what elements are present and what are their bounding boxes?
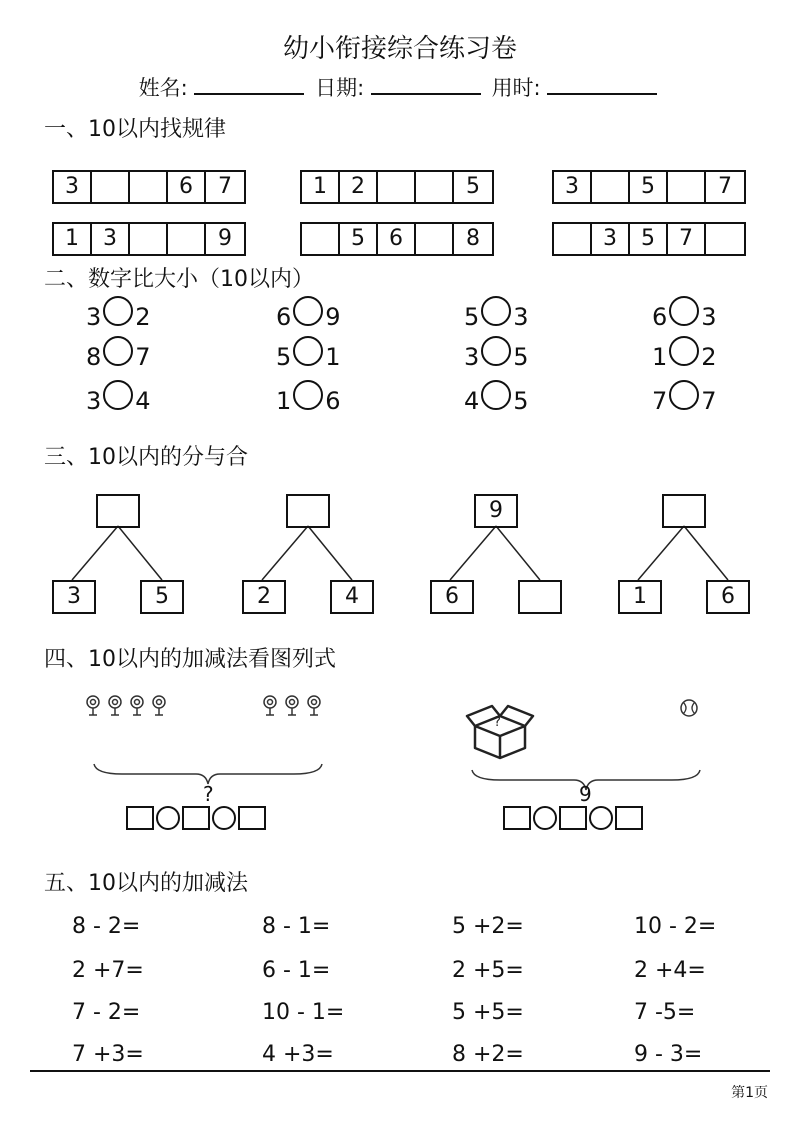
compare-left-number: 5: [464, 303, 480, 331]
comparison-item: [652, 302, 717, 332]
sequence-number-cell: 6: [168, 172, 206, 202]
bond-left-box: 3: [52, 580, 96, 614]
comparison-item: [464, 342, 529, 372]
comparison-item: [86, 302, 151, 332]
sequence-number-cell: 7: [218, 174, 232, 199]
sequence-blank-cell[interactable]: [130, 172, 168, 202]
bond-right-box[interactable]: [518, 580, 562, 614]
sequence-number-cell: 6: [378, 224, 416, 254]
compare-right-number: 4: [135, 387, 151, 415]
compare-right-number: 5: [513, 343, 529, 371]
compare-left-number: 6: [652, 303, 668, 331]
compare-symbol-circle[interactable]: [293, 296, 323, 326]
arithmetic-problem[interactable]: 10 - 1=: [262, 1000, 345, 1025]
sequence-blank-cell[interactable]: [378, 172, 416, 202]
ball-icon: [678, 697, 700, 719]
compare-right-number: 9: [325, 303, 341, 331]
arithmetic-problem[interactable]: 2 +4=: [634, 958, 706, 983]
bond-right-box: 4: [330, 580, 374, 614]
compare-right-number: 5: [513, 387, 529, 415]
sequence-blank-cell[interactable]: [130, 224, 168, 254]
sequence-blank-cell[interactable]: [416, 224, 454, 254]
sequence-number-cell: 7: [668, 224, 706, 254]
comparison-item: [276, 342, 341, 372]
number-bond-tree: [428, 492, 588, 617]
sequence-number-cell: 3: [54, 172, 92, 202]
section-title-decompose: 三、10以内的分与合: [44, 445, 248, 470]
compare-symbol-circle[interactable]: [293, 380, 323, 410]
compare-symbol-circle[interactable]: [481, 380, 511, 410]
sequence-blank-cell[interactable]: [302, 224, 340, 254]
sequence-blank-cell[interactable]: [416, 172, 454, 202]
pattern-sequence: [300, 170, 494, 204]
comparison-item: [652, 386, 717, 416]
arithmetic-problem[interactable]: 8 - 2=: [72, 914, 141, 939]
operator-circle[interactable]: [589, 806, 613, 830]
sequence-number-cell: 5: [466, 174, 480, 199]
right-equation-blanks: [503, 806, 643, 830]
answer-box[interactable]: [503, 806, 531, 830]
time-field[interactable]: [547, 73, 657, 95]
left-question-mark: ?: [203, 782, 214, 806]
sequence-number-cell: 1: [54, 224, 92, 254]
sequence-number-cell: 3: [554, 172, 592, 202]
comparison-item: [652, 342, 717, 372]
comparison-item: [276, 302, 341, 332]
section-title-arithmetic: 五、10以内的加减法: [44, 871, 248, 896]
box-question-mark: ?: [494, 715, 501, 730]
arithmetic-problem[interactable]: 4 +3=: [262, 1042, 334, 1067]
box-icon: [465, 700, 535, 762]
answer-box[interactable]: [126, 806, 154, 830]
arithmetic-problem[interactable]: 5 +5=: [452, 1000, 524, 1025]
compare-symbol-circle[interactable]: [103, 380, 133, 410]
sequence-number-cell: 3: [92, 224, 130, 254]
compare-left-number: 7: [652, 387, 668, 415]
bond-top-box[interactable]: [662, 494, 706, 528]
sequence-number-cell: 5: [340, 224, 378, 254]
arithmetic-problem[interactable]: 7 - 2=: [72, 1000, 141, 1025]
number-bond-tree: [50, 492, 210, 617]
section-title-picture-equations: 四、10以内的加减法看图列式: [44, 647, 336, 672]
compare-symbol-circle[interactable]: [481, 296, 511, 326]
bond-top-box[interactable]: [96, 494, 140, 528]
pattern-sequence: [52, 222, 246, 256]
compare-symbol-circle[interactable]: [103, 336, 133, 366]
sequence-number-cell: 1: [302, 172, 340, 202]
pattern-sequence: [552, 222, 746, 256]
answer-box[interactable]: [238, 806, 266, 830]
operator-circle[interactable]: [212, 806, 236, 830]
arithmetic-problem[interactable]: 2 +5=: [452, 958, 524, 983]
arithmetic-problem[interactable]: 5 +2=: [452, 914, 524, 939]
compare-left-number: 4: [464, 387, 480, 415]
compare-right-number: 2: [701, 343, 717, 371]
answer-box[interactable]: [559, 806, 587, 830]
sequence-blank-cell[interactable]: [168, 224, 206, 254]
pattern-sequence: [552, 170, 746, 204]
compare-right-number: 6: [325, 387, 341, 415]
sequence-number-cell: 2: [340, 172, 378, 202]
operator-circle[interactable]: [533, 806, 557, 830]
answer-box[interactable]: [182, 806, 210, 830]
compare-left-number: 8: [86, 343, 102, 371]
bond-left-box: 6: [430, 580, 474, 614]
bond-top-box[interactable]: [286, 494, 330, 528]
date-label: 日期:: [315, 76, 365, 100]
section-title-patterns: 一、10以内找规律: [44, 117, 226, 142]
compare-right-number: 3: [513, 303, 529, 331]
comparison-item: [464, 386, 529, 416]
compare-symbol-circle[interactable]: [669, 336, 699, 366]
compare-symbol-circle[interactable]: [669, 380, 699, 410]
bond-left-box: 2: [242, 580, 286, 614]
compare-symbol-circle[interactable]: [293, 336, 323, 366]
footer-divider: [30, 1070, 770, 1072]
sequence-number-cell: 8: [466, 226, 480, 251]
arithmetic-problem[interactable]: 8 - 1=: [262, 914, 331, 939]
bond-left-box: 1: [618, 580, 662, 614]
bond-right-box: 5: [140, 580, 184, 614]
compare-right-number: 1: [325, 343, 341, 371]
arithmetic-problem[interactable]: 6 - 1=: [262, 958, 331, 983]
compare-left-number: 1: [652, 343, 668, 371]
compare-left-number: 1: [276, 387, 292, 415]
arithmetic-problem[interactable]: 7 -5=: [634, 1000, 696, 1025]
right-total: 9: [579, 782, 592, 806]
comparison-item: [276, 386, 341, 416]
comparison-item: [464, 302, 529, 332]
name-field[interactable]: [194, 73, 304, 95]
bond-right-box: 6: [706, 580, 750, 614]
sequence-blank-cell[interactable]: [668, 172, 706, 202]
compare-left-number: 3: [86, 303, 102, 331]
bond-top-box: 9: [474, 494, 518, 528]
arithmetic-problem[interactable]: 9 - 3=: [634, 1042, 703, 1067]
date-field[interactable]: [371, 73, 481, 95]
arithmetic-problem[interactable]: 2 +7=: [72, 958, 144, 983]
compare-symbol-circle[interactable]: [103, 296, 133, 326]
name-label: 姓名:: [138, 76, 188, 100]
number-bond-tree: [240, 492, 400, 617]
pattern-sequence: [52, 170, 246, 204]
sequence-number-cell: 5: [630, 172, 668, 202]
compare-symbol-circle[interactable]: [669, 296, 699, 326]
compare-left-number: 3: [464, 343, 480, 371]
sequence-number-cell: 7: [718, 174, 732, 199]
page-number: 第1页: [731, 1085, 768, 1101]
compare-symbol-circle[interactable]: [481, 336, 511, 366]
sequence-number-cell: 9: [218, 226, 232, 251]
section-title-compare: 二、数字比大小（10以内）: [44, 267, 314, 292]
lollipop-group: [85, 693, 335, 723]
operator-circle[interactable]: [156, 806, 180, 830]
comparison-item: [86, 342, 151, 372]
sequence-blank-cell[interactable]: [706, 224, 744, 254]
arithmetic-problem[interactable]: 7 +3=: [72, 1042, 144, 1067]
left-equation-blanks: [126, 806, 266, 830]
number-bond-tree: [616, 492, 776, 617]
sequence-blank-cell[interactable]: [592, 172, 630, 202]
sequence-blank-cell[interactable]: [92, 172, 130, 202]
compare-right-number: 3: [701, 303, 717, 331]
lollipop-icon: [87, 696, 320, 715]
compare-left-number: 5: [276, 343, 292, 371]
compare-right-number: 7: [701, 387, 717, 415]
arithmetic-problem[interactable]: 8 +2=: [452, 1042, 524, 1067]
sequence-number-cell: 5: [630, 224, 668, 254]
sequence-blank-cell[interactable]: [554, 224, 592, 254]
student-info-row: [0, 72, 800, 102]
answer-box[interactable]: [615, 806, 643, 830]
arithmetic-problem[interactable]: 10 - 2=: [634, 914, 717, 939]
pattern-sequence: [300, 222, 494, 256]
time-label: 用时:: [491, 76, 541, 100]
sequence-number-cell: 3: [592, 224, 630, 254]
compare-right-number: 2: [135, 303, 151, 331]
compare-left-number: 6: [276, 303, 292, 331]
comparison-item: [86, 386, 151, 416]
compare-left-number: 3: [86, 387, 102, 415]
page-title: 幼小衔接综合练习卷: [282, 34, 517, 64]
compare-right-number: 7: [135, 343, 151, 371]
